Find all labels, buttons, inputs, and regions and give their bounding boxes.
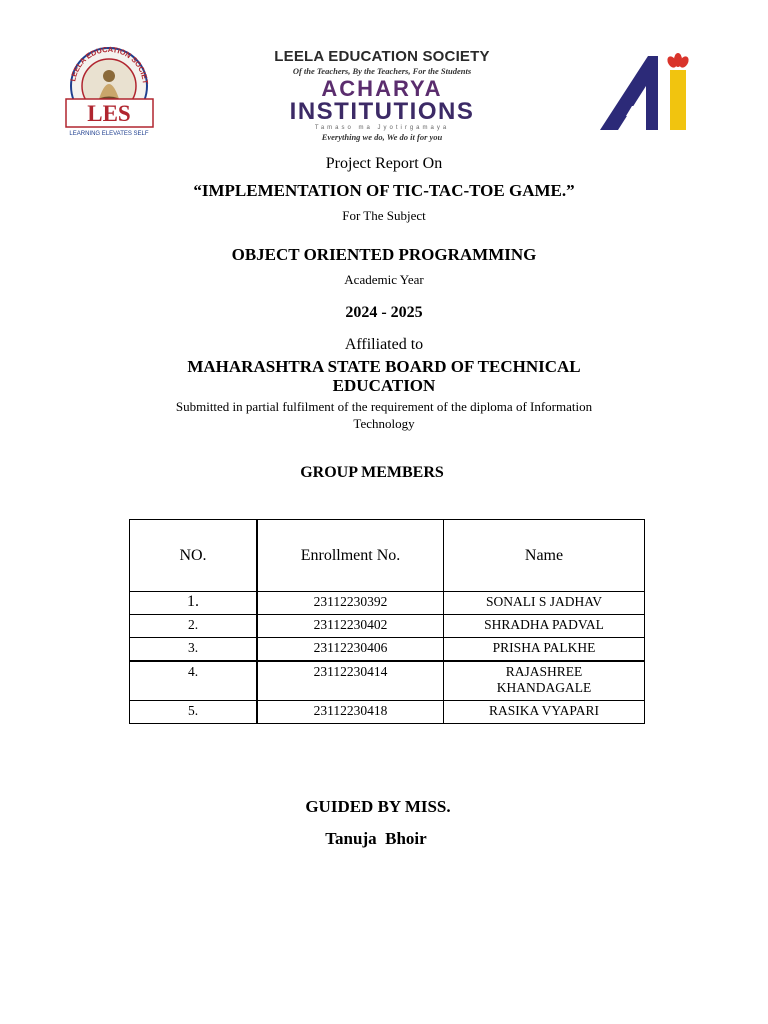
group-members-table: [129, 519, 645, 724]
guided-by-label: GUIDED BY MISS.: [305, 797, 451, 816]
board-line2: EDUCATION: [332, 376, 436, 395]
les-ring-text: LEELA EDUCATION SOCIET: [68, 44, 150, 85]
cell-enrollment: 23112230418: [257, 701, 444, 724]
column-header-name: Name: [444, 520, 645, 592]
cell-name: SHRADHA PADVAL: [444, 615, 645, 638]
cell-name: PRISHA PALKHE: [444, 638, 645, 662]
cell-no: 3.: [130, 638, 258, 662]
column-header-enrollment: Enrollment No.: [257, 520, 444, 592]
cell-name: RASIKA VYAPARI: [444, 701, 645, 724]
acharya-logo: [244, 48, 520, 148]
acharya-sanskrit: Tamaso ma Jyotirgamaya: [314, 125, 450, 131]
project-report-label: Project Report On: [325, 155, 443, 172]
acharya-motto1: Of the Teachers, By the Teachers, For the Students: [292, 66, 472, 76]
acharya-motto2: Everything we do, We do it for you: [321, 132, 443, 142]
cell-name: [444, 661, 645, 701]
project-title: “IMPLEMENTATION OF TIC-TAC-TOE GAME.”: [193, 181, 575, 200]
table-row: [130, 592, 645, 615]
group-members-heading: GROUP MEMBERS: [300, 464, 444, 481]
cell-no: 5.: [130, 701, 258, 724]
submitted-line1: Submitted in partial fulfilment of the requirement of the diploma of Information: [175, 399, 593, 414]
cell-enrollment: 23112230414: [257, 661, 444, 701]
subject-name: OBJECT ORIENTED PROGRAMMING: [231, 245, 537, 264]
les-tagline: LEARNING ELEVATES SELF: [69, 131, 149, 137]
acharya-society: LEELA EDUCATION SOCIETY: [274, 48, 490, 65]
cell-enrollment: 23112230392: [257, 592, 444, 615]
acharya-name-line2: INSTITUTIONS: [289, 98, 475, 125]
les-initials: LES: [87, 101, 131, 126]
cell-no: 4.: [130, 661, 258, 701]
column-header-no: NO.: [130, 520, 258, 592]
cell-no: 2.: [130, 615, 258, 638]
submitted-line2: Technology: [353, 416, 415, 431]
academic-year-label: Academic Year: [344, 272, 424, 287]
cell-name-line2: KHANDAGALE: [496, 680, 592, 695]
academic-year: 2024 - 2025: [345, 304, 423, 321]
cell-enrollment: 23112230406: [257, 638, 444, 662]
affiliated-label: Affiliated to: [344, 336, 424, 353]
table-row: [130, 701, 645, 724]
cell-name-line1: RAJASHREE: [505, 664, 583, 679]
table-row: [130, 615, 645, 638]
ai-logo: [596, 50, 694, 134]
acharya-name-line1: ACHARYA: [321, 76, 443, 101]
cell-no: 1.: [130, 592, 258, 615]
guide-name: Tanuja Bhoir: [325, 829, 427, 848]
cell-name: SONALI S JADHAV: [444, 592, 645, 615]
board-line1: MAHARASHTRA STATE BOARD OF TECHNICAL: [187, 357, 581, 376]
table-row: [130, 638, 645, 662]
table-header-row: [130, 520, 645, 592]
cell-enrollment: 23112230402: [257, 615, 444, 638]
les-logo: [62, 44, 157, 139]
lotus-icon: [666, 53, 691, 69]
for-subject-label: For The Subject: [342, 208, 426, 223]
table-row: [130, 661, 645, 701]
